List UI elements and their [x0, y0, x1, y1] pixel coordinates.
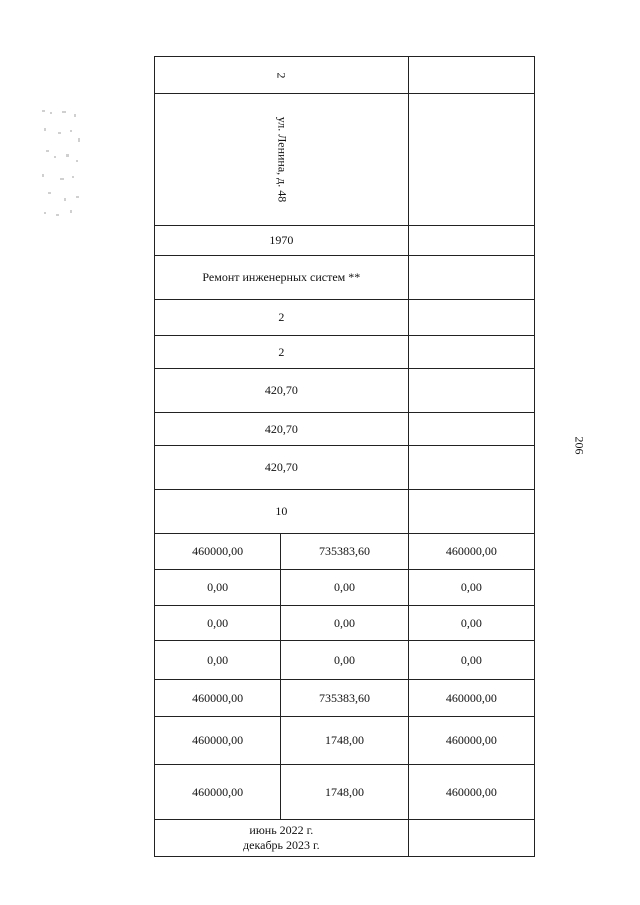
table-cell: 2 [155, 336, 409, 369]
table-cell-empty [408, 446, 534, 490]
table-row [155, 490, 535, 534]
table-cell: 1748,00 [281, 717, 408, 765]
table-cell: 0,00 [408, 570, 534, 606]
table-cell: 460000,00 [155, 534, 281, 570]
table-row [155, 300, 535, 336]
table-row [155, 606, 535, 641]
table-cell: 460000,00 [408, 765, 534, 820]
table-row [155, 256, 535, 300]
table-cell [155, 94, 409, 226]
date-cell [155, 820, 409, 857]
table-row [155, 820, 535, 857]
table-cell: 735383,60 [281, 680, 408, 717]
table-cell: 0,00 [281, 570, 408, 606]
table-cell-empty [408, 820, 534, 857]
repair-program-table [154, 56, 535, 857]
table-cell-empty [408, 57, 534, 94]
table-cell: 420,70 [155, 369, 409, 413]
table-cell: 0,00 [155, 570, 281, 606]
table-row [155, 680, 535, 717]
row-number: 2 [274, 72, 289, 78]
table-row [155, 336, 535, 369]
table-row [155, 641, 535, 680]
table-row [155, 94, 535, 226]
table-row [155, 570, 535, 606]
table-cell [155, 57, 409, 94]
table-cell-empty [408, 369, 534, 413]
table-row [155, 446, 535, 490]
table-row [155, 226, 535, 256]
page-number [568, 438, 590, 453]
table-cell: 460000,00 [408, 680, 534, 717]
table-cell: 460000,00 [408, 534, 534, 570]
table-row [155, 765, 535, 820]
table-row [155, 369, 535, 413]
table-row [155, 413, 535, 446]
table-cell: 420,70 [155, 446, 409, 490]
table-cell-empty [408, 226, 534, 256]
table-cell: 0,00 [155, 606, 281, 641]
table-cell: 420,70 [155, 413, 409, 446]
table-cell-empty [408, 413, 534, 446]
table-cell-empty [408, 94, 534, 226]
table-cell-empty [408, 300, 534, 336]
table-cell-empty [408, 490, 534, 534]
table-cell: 1970 [155, 226, 409, 256]
table-cell: 0,00 [408, 641, 534, 680]
table-cell: 460000,00 [155, 717, 281, 765]
page-number-text: 206 [572, 436, 587, 455]
table-row [155, 534, 535, 570]
date-end: декабрь 2023 г. [243, 838, 320, 852]
table-row [155, 717, 535, 765]
table-cell: 0,00 [281, 641, 408, 680]
work-type-cell: Ремонт инженерных систем ** [155, 256, 409, 300]
table-cell: 735383,60 [281, 534, 408, 570]
table-cell: 460000,00 [155, 765, 281, 820]
table-cell: 0,00 [408, 606, 534, 641]
table-cell: 2 [155, 300, 409, 336]
table-cell: 10 [155, 490, 409, 534]
table-cell: 0,00 [155, 641, 281, 680]
table-cell: 1748,00 [281, 765, 408, 820]
table-cell: 0,00 [281, 606, 408, 641]
table-cell: 460000,00 [155, 680, 281, 717]
table-row [155, 57, 535, 94]
address-text: ул. Ленина, д. 48 [274, 116, 289, 203]
table-cell-empty [408, 256, 534, 300]
scan-artifact [40, 108, 82, 220]
date-start: июнь 2022 г. [249, 823, 314, 837]
table-cell: 460000,00 [408, 717, 534, 765]
table-cell-empty [408, 336, 534, 369]
